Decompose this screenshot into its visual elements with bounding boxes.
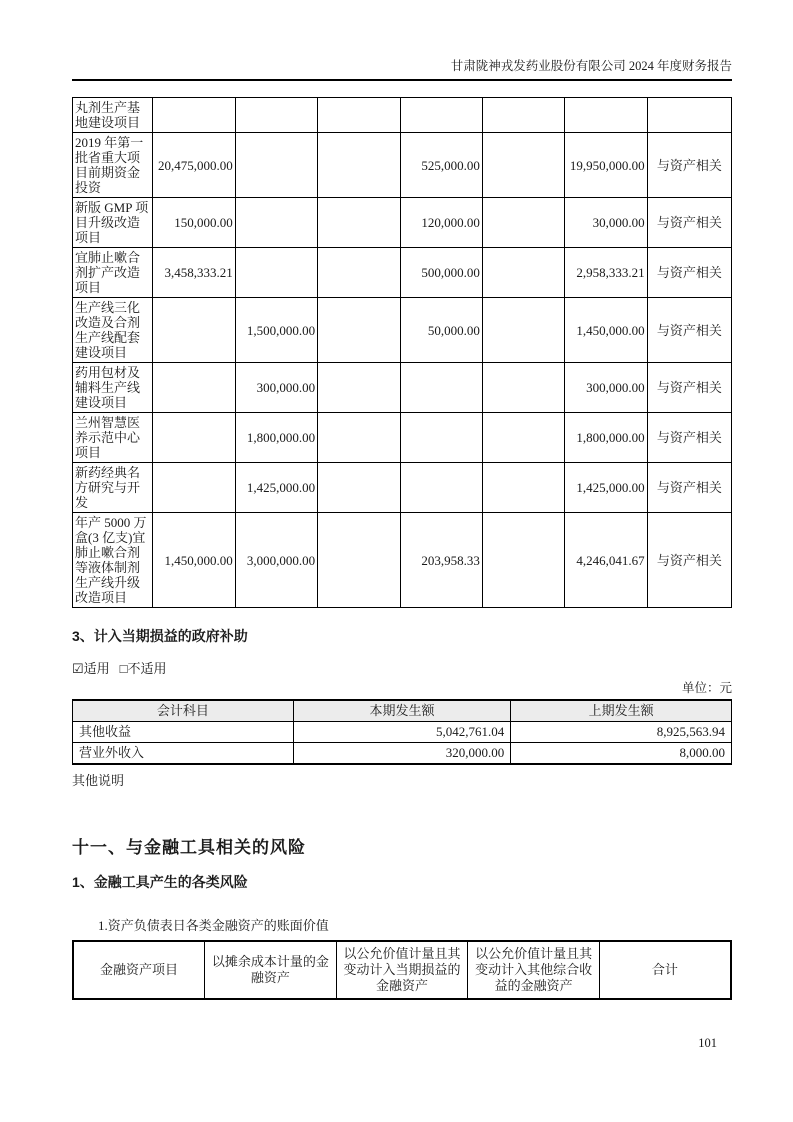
table-cell bbox=[400, 98, 482, 133]
table-cell bbox=[482, 363, 564, 413]
table-cell: 203,958.33 bbox=[400, 513, 482, 608]
table-cell: 3,458,333.21 bbox=[153, 248, 235, 298]
table-cell: 1,450,000.00 bbox=[565, 298, 647, 363]
table-cell: 与资产相关 bbox=[647, 513, 731, 608]
column-header: 以摊余成本计量的金融资产 bbox=[205, 941, 337, 999]
table-cell bbox=[482, 248, 564, 298]
column-header: 本期发生额 bbox=[293, 700, 510, 722]
table-cell bbox=[235, 98, 317, 133]
page-number: 101 bbox=[698, 1036, 717, 1050]
section-heading-subsidy-in-pl: 3、计入当期损益的政府补助 bbox=[72, 628, 248, 644]
table-cell bbox=[318, 98, 400, 133]
column-header: 以公允价值计量且其变动计入其他综合收益的金融资产 bbox=[468, 941, 600, 999]
table-cell: 1,425,000.00 bbox=[235, 463, 317, 513]
subsidy-pl-table bbox=[72, 699, 732, 765]
table-cell: 19,950,000.00 bbox=[565, 133, 647, 198]
table-cell: 与资产相关 bbox=[647, 413, 731, 463]
checked-checkbox-icon: ☑ bbox=[72, 661, 84, 676]
table-cell: 与资产相关 bbox=[647, 248, 731, 298]
table-row bbox=[73, 363, 732, 413]
table-cell bbox=[565, 98, 647, 133]
table-cell: 与资产相关 bbox=[647, 298, 731, 363]
not-applicable-option bbox=[120, 661, 167, 676]
table-cell bbox=[318, 298, 400, 363]
table-cell: 2,958,333.21 bbox=[565, 248, 647, 298]
column-header: 以公允价值计量且其变动计入当期损益的金融资产 bbox=[336, 941, 468, 999]
table-cell bbox=[153, 413, 235, 463]
table-cell: 新版 GMP 项目升级改造项目 bbox=[73, 198, 153, 248]
table-cell: 与资产相关 bbox=[647, 463, 731, 513]
table-row bbox=[73, 133, 732, 198]
table-row bbox=[73, 248, 732, 298]
table-cell: 营业外收入 bbox=[73, 743, 294, 765]
table-row bbox=[73, 743, 732, 765]
table-cell: 丸剂生产基地建设项目 bbox=[73, 98, 153, 133]
table-cell bbox=[482, 513, 564, 608]
table-cell: 宜肺止嗽合剂扩产改造项目 bbox=[73, 248, 153, 298]
unit-label: 单位：元 bbox=[681, 681, 732, 695]
table-cell: 1,450,000.00 bbox=[153, 513, 235, 608]
table-cell: 20,475,000.00 bbox=[153, 133, 235, 198]
table-cell: 120,000.00 bbox=[400, 198, 482, 248]
table-row bbox=[73, 722, 732, 743]
table-row bbox=[73, 298, 732, 363]
table-header-row bbox=[73, 941, 731, 999]
table-row bbox=[73, 463, 732, 513]
unchecked-checkbox-icon: □ bbox=[119, 661, 128, 676]
section-heading-financial-instrument-risk: 十一、与金融工具相关的风险 bbox=[72, 838, 306, 857]
table-cell: 2019 年第一批省重大项目前期资金投资 bbox=[73, 133, 153, 198]
table-cell bbox=[400, 413, 482, 463]
table-cell bbox=[153, 363, 235, 413]
table-cell: 1,425,000.00 bbox=[565, 463, 647, 513]
table-cell bbox=[318, 463, 400, 513]
applicable-option bbox=[72, 661, 110, 676]
table-cell: 与资产相关 bbox=[647, 133, 731, 198]
table-cell: 500,000.00 bbox=[400, 248, 482, 298]
table-cell bbox=[153, 98, 235, 133]
table-cell: 3,000,000.00 bbox=[235, 513, 317, 608]
table-cell: 与资产相关 bbox=[647, 363, 731, 413]
table-cell bbox=[318, 198, 400, 248]
table-row bbox=[73, 198, 732, 248]
table-cell bbox=[318, 363, 400, 413]
table-row bbox=[73, 98, 732, 133]
table-cell: 300,000.00 bbox=[235, 363, 317, 413]
government-subsidy-table bbox=[72, 97, 732, 608]
table-cell bbox=[318, 413, 400, 463]
table-cell: 其他收益 bbox=[73, 722, 294, 743]
table-cell: 与资产相关 bbox=[647, 198, 731, 248]
column-header: 合计 bbox=[599, 941, 731, 999]
not-applicable-label: 不适用 bbox=[127, 661, 167, 676]
table-cell: 1,500,000.00 bbox=[235, 298, 317, 363]
table-cell: 5,042,761.04 bbox=[293, 722, 510, 743]
list-item-financial-assets-book-value: 1.资产负债表日各类金融资产的账面价值 bbox=[98, 918, 329, 933]
table-cell: 150,000.00 bbox=[153, 198, 235, 248]
table-cell bbox=[318, 133, 400, 198]
table-cell: 生产线三化改造及合剂生产线配套建设项目 bbox=[73, 298, 153, 363]
table-cell bbox=[400, 463, 482, 513]
table-cell bbox=[482, 298, 564, 363]
table-cell bbox=[482, 98, 564, 133]
table-cell: 8,000.00 bbox=[511, 743, 732, 765]
column-header: 会计科目 bbox=[73, 700, 294, 722]
table-cell bbox=[235, 133, 317, 198]
table-cell bbox=[400, 363, 482, 413]
table-cell: 525,000.00 bbox=[400, 133, 482, 198]
financial-assets-table bbox=[72, 940, 732, 1000]
table-cell: 300,000.00 bbox=[565, 363, 647, 413]
other-note-label: 其他说明 bbox=[72, 773, 125, 788]
table-cell bbox=[235, 198, 317, 248]
table-cell bbox=[153, 298, 235, 363]
table-cell: 1,800,000.00 bbox=[565, 413, 647, 463]
table-cell: 新药经典名方研究与开发 bbox=[73, 463, 153, 513]
subsection-heading-risk-types: 1、金融工具产生的各类风险 bbox=[72, 874, 248, 890]
report-header-title: 甘肃陇神戎发药业股份有限公司 2024 年度财务报告 bbox=[72, 58, 732, 81]
table-cell: 年产 5000 万盒(3 亿支)宜肺止嗽合剂等液体制剂生产线升级改造项目 bbox=[73, 513, 153, 608]
table-cell: 320,000.00 bbox=[293, 743, 510, 765]
table-row bbox=[73, 413, 732, 463]
table-cell: 兰州智慧医养示范中心项目 bbox=[73, 413, 153, 463]
table-cell bbox=[647, 98, 731, 133]
table-cell bbox=[482, 463, 564, 513]
applicable-label: 适用 bbox=[83, 661, 110, 676]
table-header-row bbox=[73, 700, 732, 722]
table-cell bbox=[318, 513, 400, 608]
table-cell bbox=[153, 463, 235, 513]
table-cell: 药用包材及辅料生产线建设项目 bbox=[73, 363, 153, 413]
column-header: 上期发生额 bbox=[511, 700, 732, 722]
table-cell: 50,000.00 bbox=[400, 298, 482, 363]
table-cell bbox=[318, 248, 400, 298]
table-cell bbox=[235, 248, 317, 298]
table-cell: 8,925,563.94 bbox=[511, 722, 732, 743]
table-cell bbox=[482, 413, 564, 463]
table-cell: 4,246,041.67 bbox=[565, 513, 647, 608]
applicability-row bbox=[72, 661, 732, 676]
column-header: 金融资产项目 bbox=[73, 941, 205, 999]
table-cell bbox=[482, 198, 564, 248]
table-cell: 1,800,000.00 bbox=[235, 413, 317, 463]
table-cell: 30,000.00 bbox=[565, 198, 647, 248]
table-cell bbox=[482, 133, 564, 198]
table-row bbox=[73, 513, 732, 608]
